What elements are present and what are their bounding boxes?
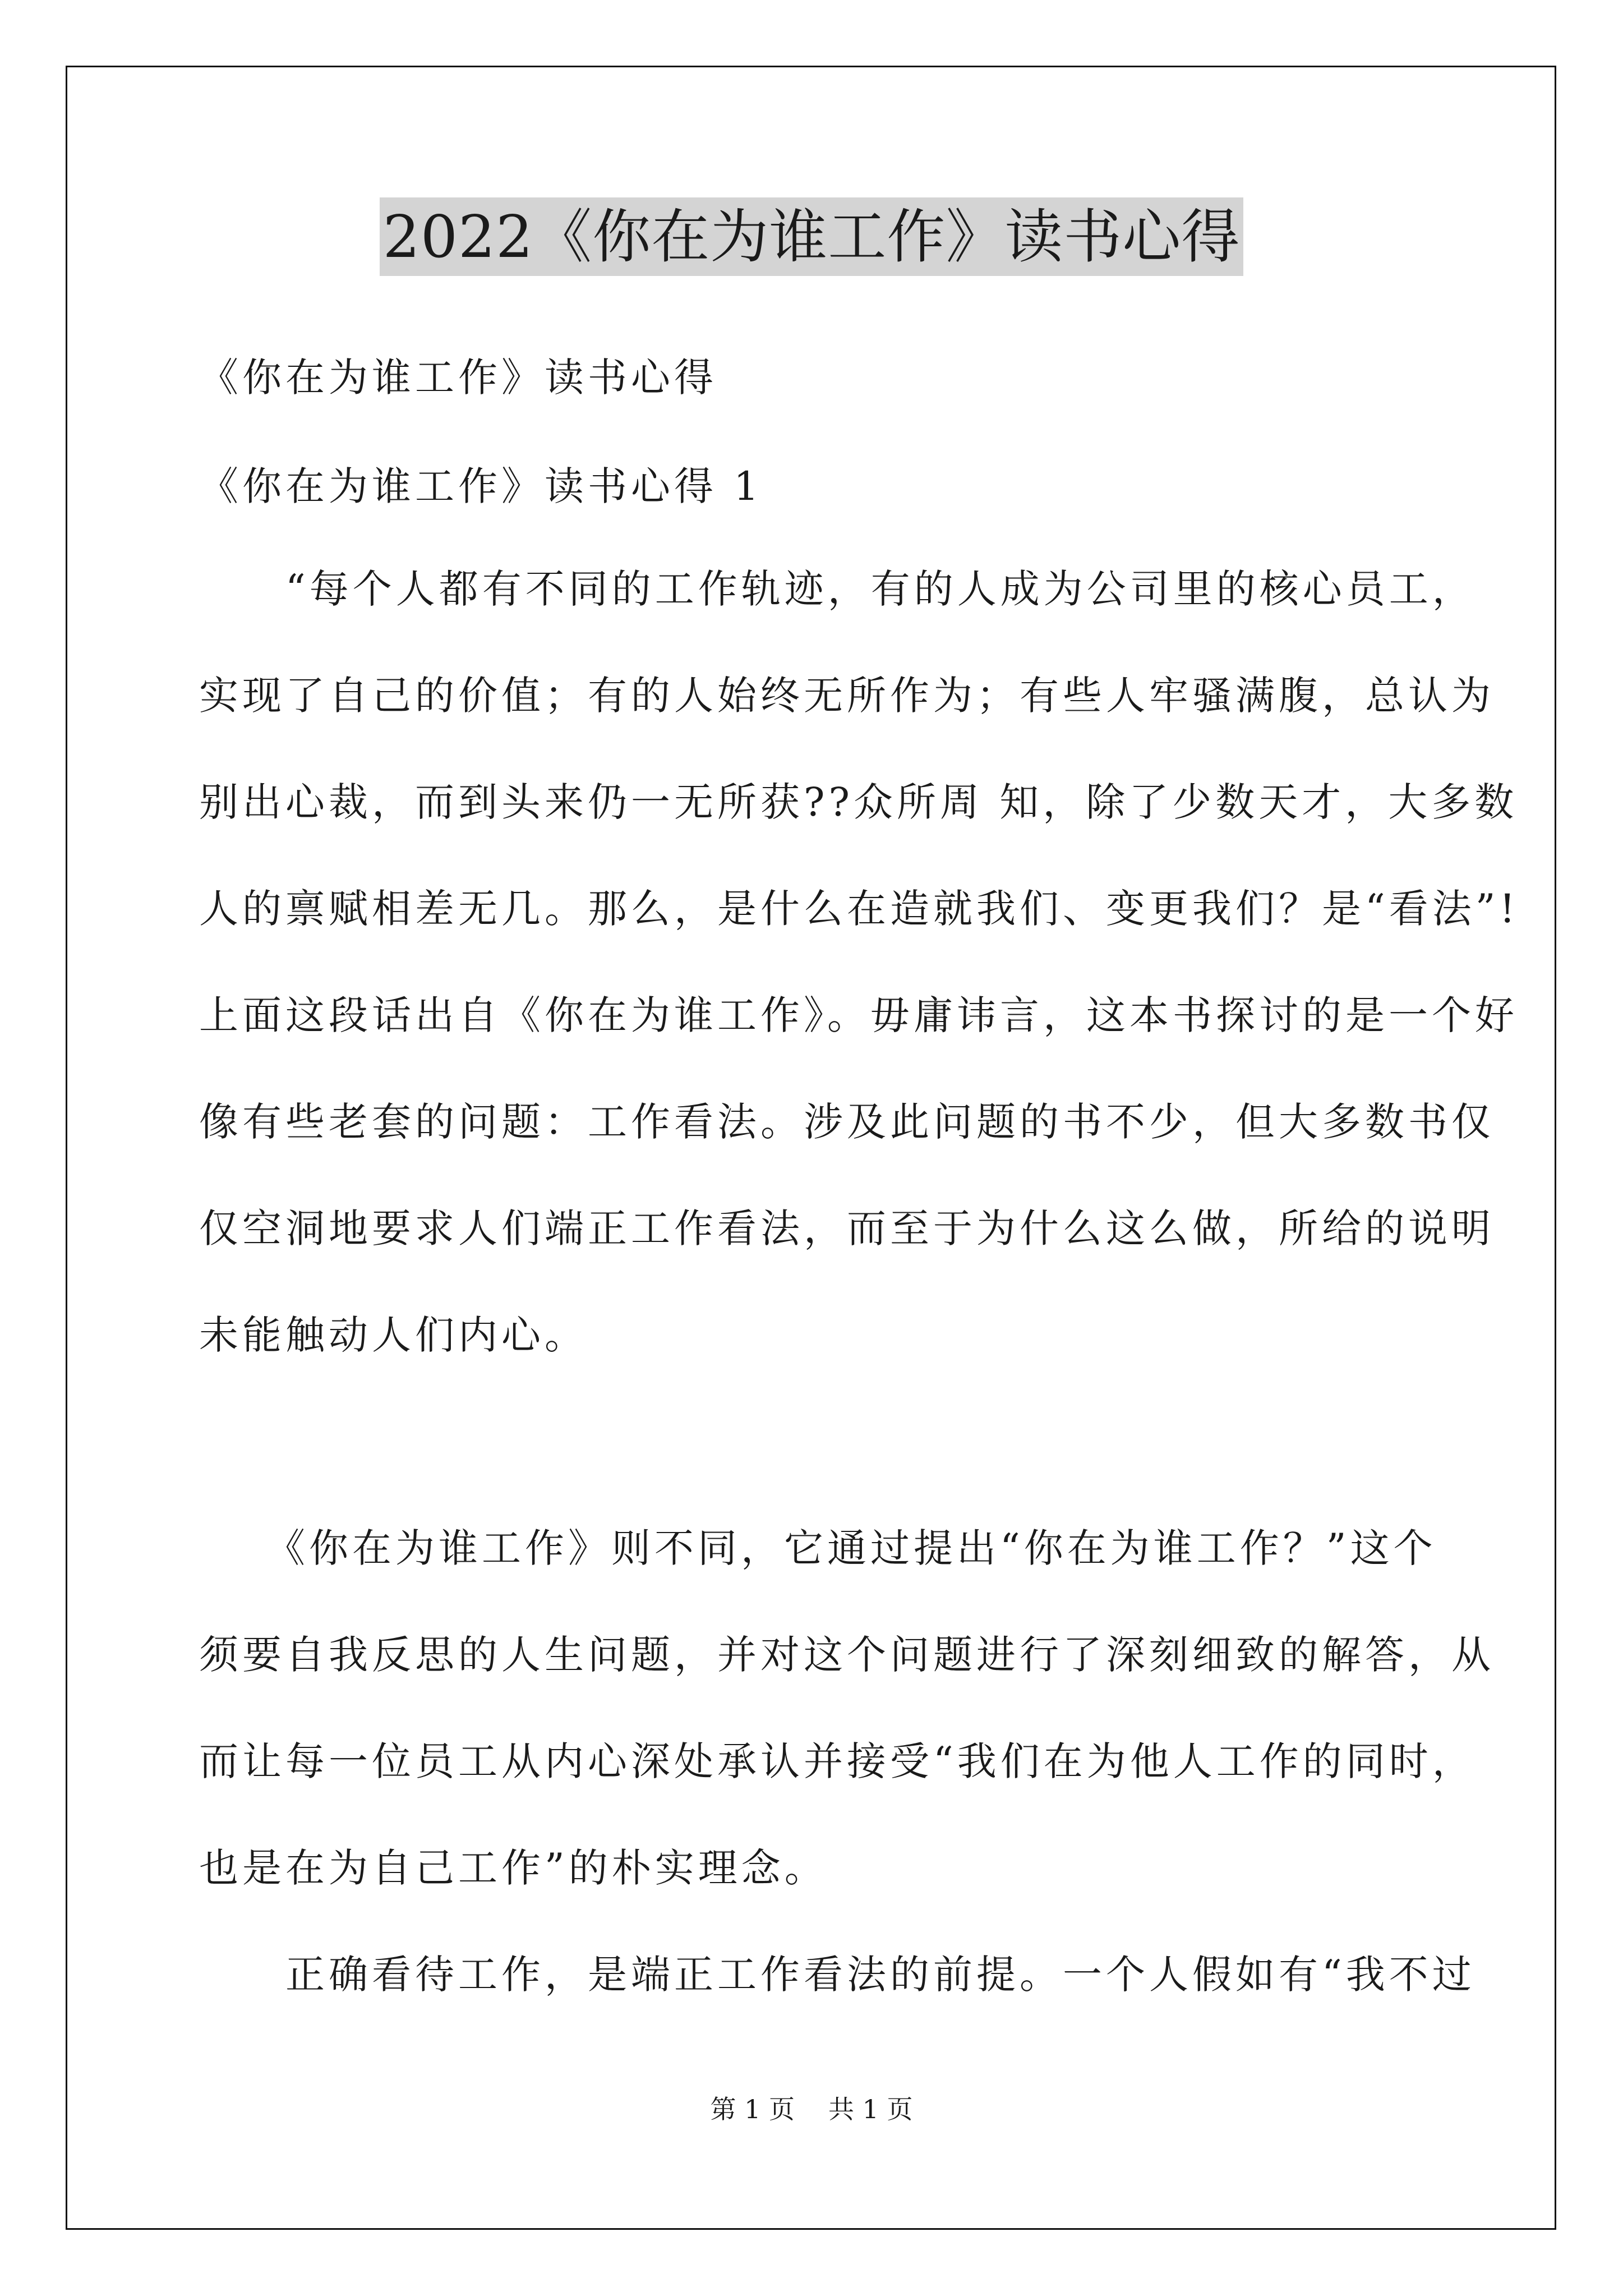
body-line: 也是在为自己工作”的朴实理念。 xyxy=(199,1845,828,1891)
title-container xyxy=(0,197,1623,276)
body-line: 未能触动人们内心。 xyxy=(199,1312,588,1358)
page-footer xyxy=(0,2092,1623,2126)
subtitle-line: 《你在为谁工作》读书心得 1 xyxy=(199,463,763,509)
body-line: “每个人都有不同的工作轨迹，有的人成为公司里的核心员工， xyxy=(199,566,1476,612)
body-line: 须要自我反思的人生问题，并对这个问题进行了深刻细致的解答，从 xyxy=(199,1632,1495,1678)
body-line: 人的禀赋相差无几。那么，是什么在造就我们、变更我们？是“看法”! xyxy=(199,886,1519,932)
body-line: 仅空洞地要求人们端正工作看法，而至于为什么这么做，所给的说明 xyxy=(199,1205,1495,1251)
body-line: 别出心裁，而到头来仍一无所获??众所周 知，除了少数天才，大多数 xyxy=(199,779,1518,825)
body-line: 像有些老套的问题：工作看法。涉及此问题的书不少，但大多数书仅 xyxy=(199,1099,1495,1145)
body-line: 正确看待工作，是端正工作看法的前提。一个人假如有“我不过 xyxy=(199,1952,1476,1998)
body-line: 《你在为谁工作》则不同，它通过提出“你在为谁工作？”这个 xyxy=(199,1525,1437,1571)
page-number: 第 1 页 xyxy=(710,2094,795,2124)
document-title: 2022《你在为谁工作》读书心得 xyxy=(380,197,1244,276)
subtitle-line: 《你在为谁工作》读书心得 xyxy=(199,355,717,401)
body-line: 上面这段话出自《你在为谁工作》。毋庸讳言，这本书探讨的是一个好 xyxy=(199,992,1518,1038)
body-line: 而让每一位员工从内心深处承认并接受“我们在为他人工作的同时， xyxy=(199,1738,1476,1784)
body-line: 实现了自己的价值；有的人始终无所作为；有些人牢骚满腹，总认为 xyxy=(199,673,1495,719)
page-total: 共 1 页 xyxy=(828,2094,913,2124)
